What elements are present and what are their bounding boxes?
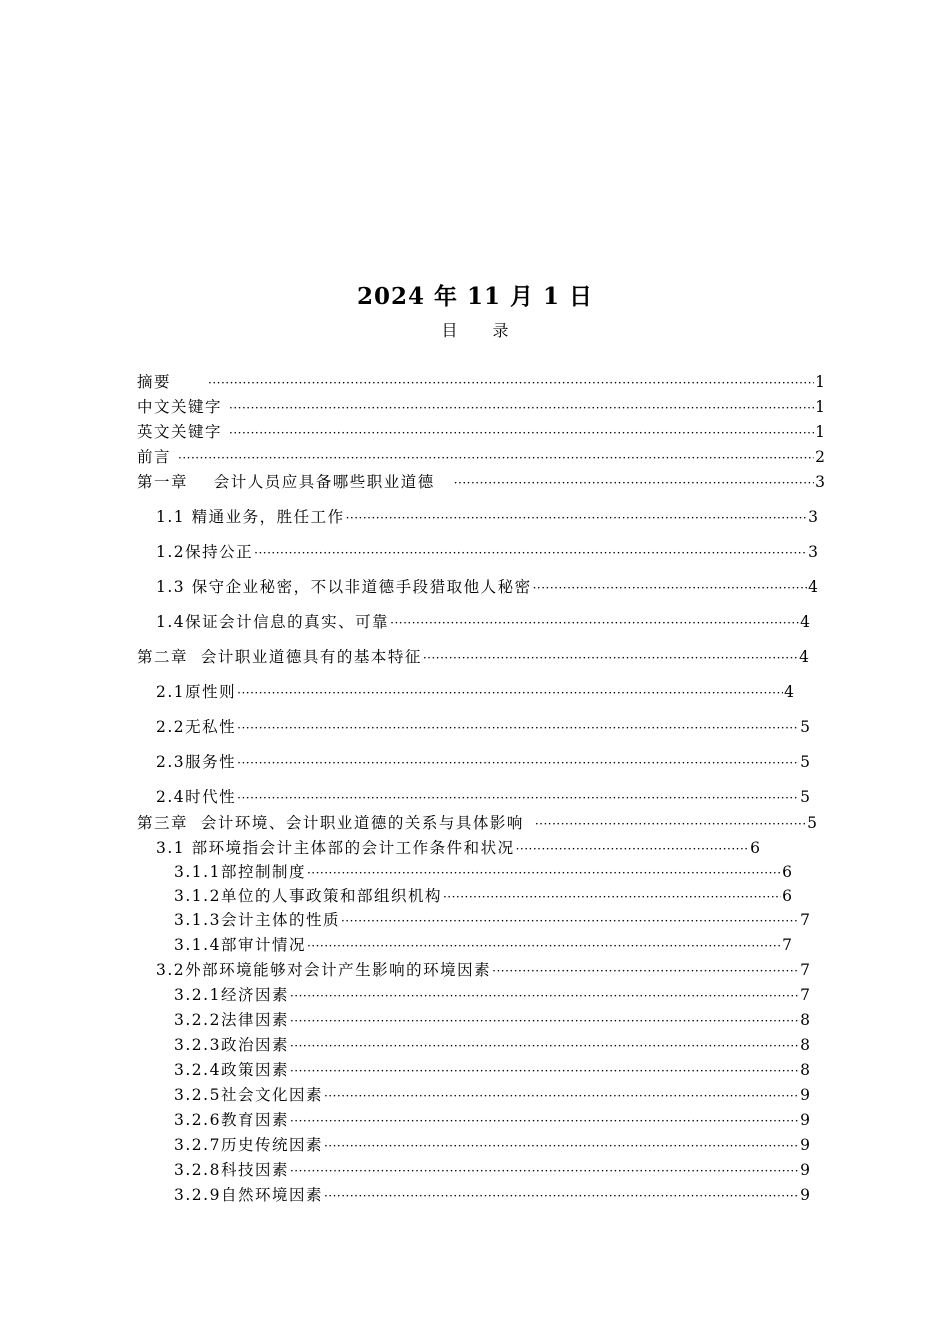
toc-title: 目 录 (441, 321, 509, 340)
toc-leader (492, 961, 799, 981)
toc-entry[interactable] (137, 447, 825, 467)
toc-entry-label: 3.1.1部控制制度 (174, 863, 306, 881)
toc-entry-page: 8 (800, 1036, 810, 1054)
toc-leader (324, 1086, 799, 1106)
toc-entry-page: 7 (800, 986, 810, 1004)
toc-entry[interactable] (174, 1110, 810, 1130)
toc-entry[interactable] (156, 717, 810, 737)
toc-entry-label: 第二章 会计职业道德具有的基本特征 (137, 648, 422, 666)
toc-leader (237, 718, 799, 738)
toc-entry-page: 4 (784, 683, 794, 701)
toc-leader (178, 448, 814, 468)
toc-entry[interactable] (156, 612, 810, 632)
toc-entry-label: 3.2.4政策因素 (174, 1061, 289, 1079)
toc-entry-label: 英文关键字 (137, 423, 223, 441)
toc-entry[interactable] (174, 1010, 810, 1030)
toc-entry[interactable] (174, 1060, 810, 1080)
toc-entry[interactable] (156, 542, 818, 562)
toc-leader (290, 1111, 799, 1131)
toc-entry-label: 2.4时代性 (156, 788, 237, 806)
toc-leader (290, 1011, 799, 1031)
toc-entry-label: 2.1原性则 (156, 683, 237, 701)
toc-entry-page: 7 (782, 936, 792, 954)
toc-entry[interactable] (137, 647, 809, 667)
toc-entry-label: 3.2.5社会文化因素 (174, 1086, 323, 1104)
toc-leader (324, 1186, 799, 1206)
toc-entry-label: 3.2外部环境能够对会计产生影响的环境因素 (156, 961, 492, 979)
toc-leader (290, 986, 799, 1006)
toc-entry-page: 8 (800, 1011, 810, 1029)
toc-entry[interactable] (174, 1135, 810, 1155)
toc-leader (423, 648, 798, 668)
toc-entry-page: 3 (808, 543, 818, 561)
toc-entry[interactable] (156, 752, 810, 772)
toc-entry-page: 1 (815, 423, 825, 441)
toc-leader (237, 788, 799, 808)
toc-entry-page: 4 (800, 613, 810, 631)
toc-entry[interactable] (137, 472, 825, 492)
toc-entry-label: 3.1.4部审计情况 (174, 936, 306, 954)
toc-entry-label: 3.1 部环境指会计主体部的会计工作条件和状况 (156, 839, 515, 857)
toc-leader (290, 1061, 799, 1081)
toc-leader (237, 753, 799, 773)
toc-entry-label: 1.3 保守企业秘密，不以非道德手段猎取他人秘密 (156, 578, 532, 596)
toc-entry-label: 第一章 会计人员应具备哪些职业道德 (137, 473, 435, 491)
toc-leader (290, 1161, 799, 1181)
toc-entry[interactable] (174, 985, 810, 1005)
toc-entry[interactable] (156, 838, 760, 858)
toc-entry-label: 1.1 精通业务，胜任工作 (156, 508, 345, 526)
toc-entry-page: 9 (800, 1111, 810, 1129)
toc-leader (307, 863, 781, 883)
toc-entry-page: 4 (799, 648, 809, 666)
toc-entry-page: 6 (782, 863, 792, 881)
toc-entry[interactable] (174, 1085, 810, 1105)
toc-entry-label: 前言 (137, 448, 172, 466)
toc-leader (390, 613, 799, 633)
toc-entry-page: 9 (800, 1086, 810, 1104)
toc-entry-label: 3.2.3政治因素 (174, 1036, 289, 1054)
toc-entry[interactable] (156, 507, 818, 527)
toc-leader (254, 543, 807, 563)
toc-leader (443, 887, 781, 907)
toc-leader (346, 508, 808, 528)
toc-leader (324, 1136, 799, 1156)
toc-entry-page: 9 (800, 1186, 810, 1204)
toc-entry[interactable] (174, 1185, 810, 1205)
toc-entry-page: 9 (800, 1161, 810, 1179)
toc-entry-page: 6 (782, 887, 792, 905)
toc-entry-label: 中文关键字 (137, 398, 223, 416)
toc-entry-label: 3.1.3会计主体的性质 (174, 911, 340, 929)
toc-entry-page: 1 (815, 373, 825, 391)
toc-entry-label: 3.1.2单位的人事政策和部组织机构 (174, 887, 442, 905)
toc-leader (535, 814, 806, 834)
toc-entry[interactable] (156, 787, 810, 807)
toc-entry-label: 2.3服务性 (156, 753, 237, 771)
toc-entry-page: 7 (800, 961, 810, 979)
toc-leader (307, 936, 781, 956)
toc-entry-label: 3.2.1经济因素 (174, 986, 289, 1004)
toc-leader (341, 911, 799, 931)
toc-leader (533, 578, 808, 598)
toc-entry-page: 6 (750, 839, 760, 857)
toc-leader (229, 398, 814, 418)
toc-leader (229, 423, 814, 443)
toc-entry-label: 3.2.6教育因素 (174, 1111, 289, 1129)
toc-entry[interactable] (156, 682, 794, 702)
toc-entry-page: 5 (800, 753, 810, 771)
toc-entry-page: 3 (808, 508, 818, 526)
toc-entry-page: 5 (807, 814, 817, 832)
toc-entry[interactable] (137, 813, 817, 833)
toc-entry[interactable] (137, 372, 825, 392)
toc-entry[interactable] (137, 397, 825, 417)
toc-entry[interactable] (174, 1035, 810, 1055)
toc-entry-label: 2.2无私性 (156, 718, 237, 736)
toc-entry[interactable] (137, 422, 825, 442)
toc-entry-label: 1.4保证会计信息的真实、可靠 (156, 613, 390, 631)
toc-entry[interactable] (174, 886, 792, 906)
toc-entry-page: 9 (800, 1136, 810, 1154)
toc-leader (237, 683, 783, 703)
toc-entry[interactable] (174, 1160, 810, 1180)
toc-entry-label: 3.2.2法律因素 (174, 1011, 289, 1029)
toc-entry-page: 4 (808, 578, 818, 596)
toc-entry-page: 3 (815, 473, 825, 491)
toc-entry[interactable] (174, 862, 792, 882)
toc-entry-label: 3.2.7历史传统因素 (174, 1136, 323, 1154)
toc-entry-label: 1.2保持公正 (156, 543, 254, 561)
toc-entry[interactable] (156, 577, 818, 597)
toc-entry[interactable] (174, 910, 810, 930)
toc-entry-page: 5 (800, 718, 810, 736)
toc-entry[interactable] (156, 960, 810, 980)
toc-entry-page: 5 (800, 788, 810, 806)
toc-entry[interactable] (174, 935, 792, 955)
toc-leader (454, 473, 814, 493)
toc-entry-page: 7 (800, 911, 810, 929)
toc-entry-label: 摘要 (137, 373, 172, 391)
toc-entry-label: 3.2.9自然环境因素 (174, 1186, 323, 1204)
toc-entry-page: 2 (815, 448, 825, 466)
document-date: 2024 年 11 月 1 日 (356, 283, 594, 310)
toc-leader (516, 839, 750, 859)
toc-leader (290, 1036, 799, 1056)
toc-entry-page: 8 (800, 1061, 810, 1079)
toc-entry-page: 1 (815, 398, 825, 416)
toc-leader (208, 373, 814, 393)
toc-entry-label: 第三章 会计环境、会计职业道德的关系与具体影响 (137, 814, 524, 832)
toc-entry-label: 3.2.8科技因素 (174, 1161, 289, 1179)
